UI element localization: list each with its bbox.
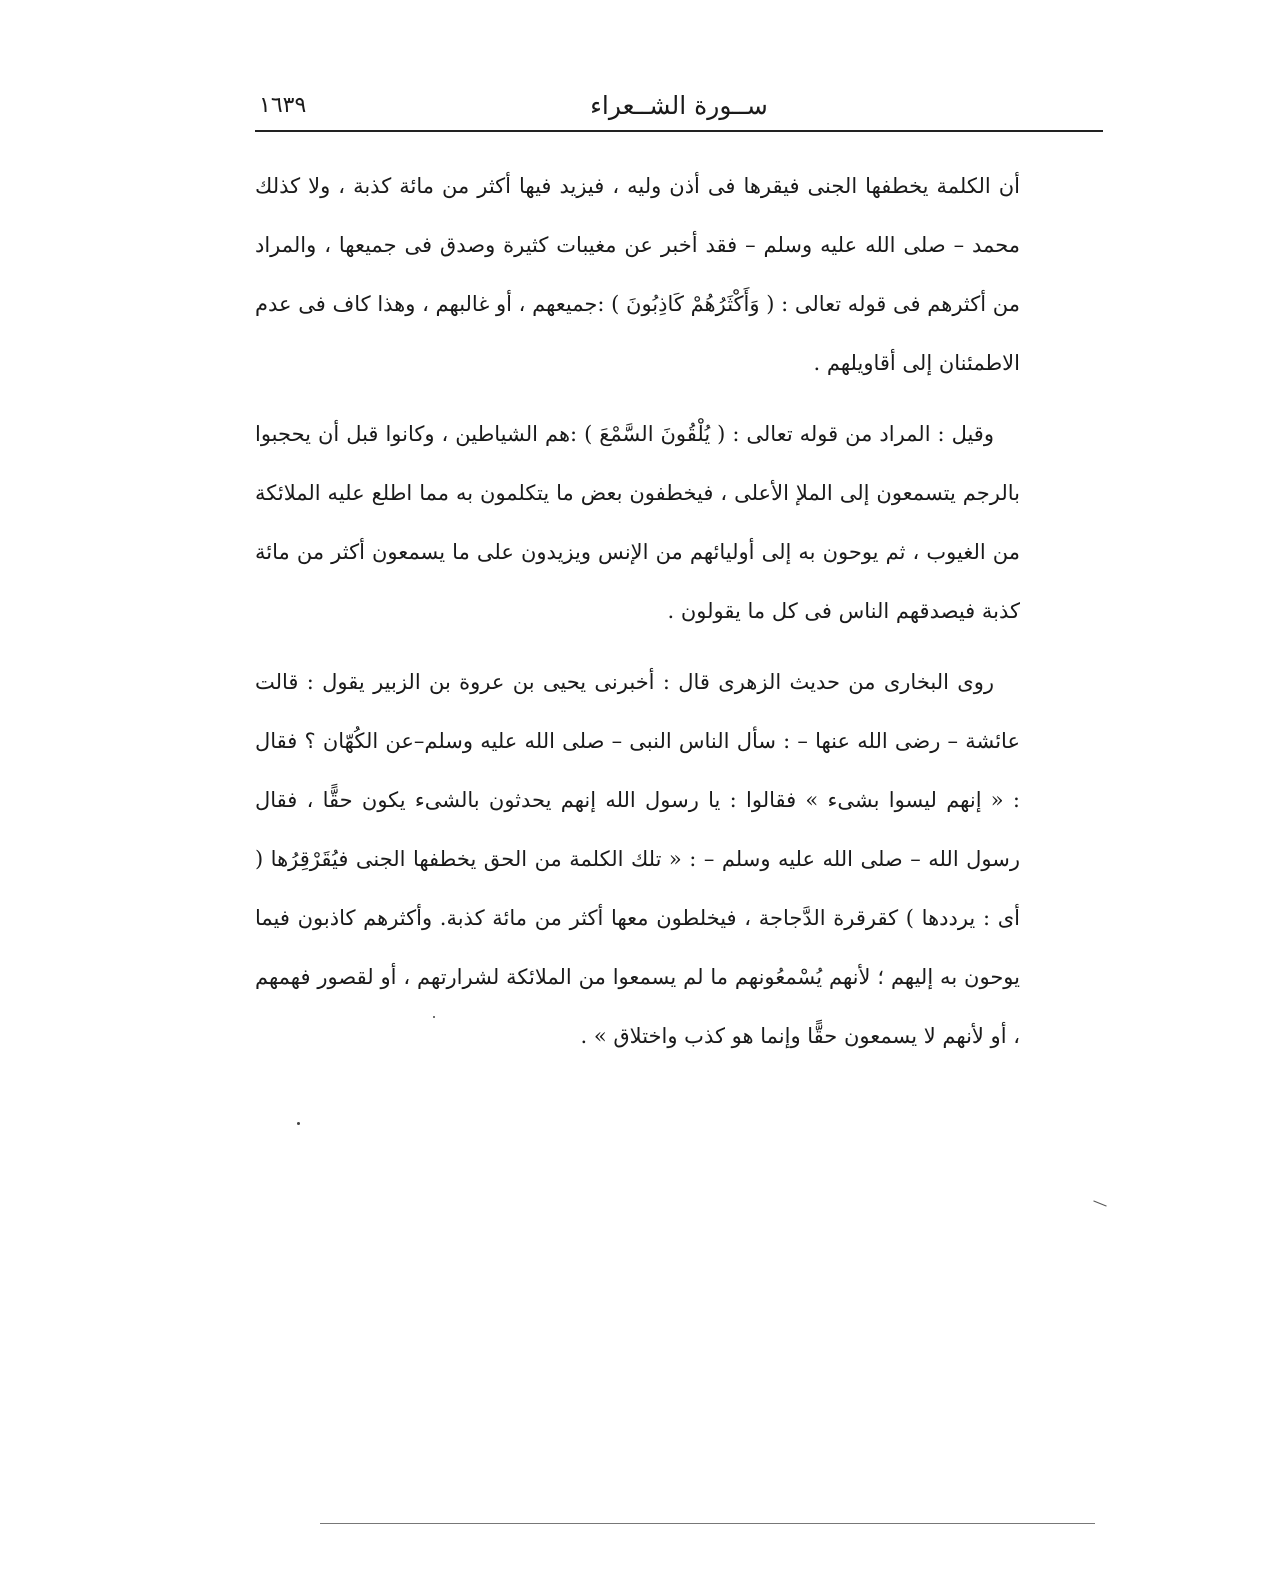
body-text [255, 157, 1020, 1066]
paragraph-3: روى البخارى من حديث الزهرى قال : أخبرنى يحيى بن عروة بن الزبير يقول : قالت عائشة – رضى الله عنها – : سأل الناس النبى – صلى الله عليه وسلم–عن الكُهّان ؟ فقال : « إنهم ليسوا بشىء » فقالوا : يا رسول الله إنهم يحدثون بالشىء يكون حقًّا ، فقال رسول الله – صلى الله عليه وسلم – : « تلك الكلمة من الحق يخطفها الجنى فيُقَرْقِرُها ( أى : يرددها ) كقرقرة الدَّجاجة ، فيخلطون معها أكثر من مائة كذبة. وأكثرهم كاذبون فيما يوحون به إليهم ؛ لأنهم يُسْمعُونهم ما لم يسمعوا من الملائكة لشرارتهم ، أو لقصور فهمهم ، أو لأنهم لا يسمعون حقًّا وإنما هو كذب واختلاق » . [255, 670, 1020, 1048]
running-title: ســورة الشــعراء [590, 91, 768, 120]
scan-mark [1093, 1200, 1106, 1206]
paragraph-2: وقيل : المراد من قوله تعالى : ( يُلْقُونَ السَّمْعَ ) :هم الشياطين ، وكانوا قبل أن يحجبوا بالرجم يتسمعون إلى الملإ الأعلى ، فيخطفون بعض ما يتكلمون به مما اطلع عليه الملائكة من الغيوب ، ثم يوحون به إلى أوليائهم من الإنس ويزيدون على ما يسمعون أكثر من مائة كذبة فيصدقهم الناس فى كل ما يقولون . [255, 422, 1020, 623]
scan-speck [297, 1122, 300, 1125]
paragraph-1: أن الكلمة يخطفها الجنى فيقرها فى أذن وليه ، فيزيد فيها أكثر من مائة كذبة ، ولا كذلك محمد – صلى الله عليه وسلم – فقد أخبر عن مغيبات كثيرة وصدق فى جميعها ، والمراد من أكثرهم فى قوله تعالى : ( وَأَكْثَرُهُمْ كَاذِبُونَ ) :جميعهم ، أو غالبهم ، وهذا كاف فى عدم الاطمئنان إلى أقاويلهم . [255, 174, 1020, 375]
footer-rule [320, 1523, 1095, 1524]
page-number: ١٦٣٩ [259, 93, 307, 118]
page-header [255, 86, 1103, 132]
header-rule [255, 130, 1103, 132]
scan-speck [433, 1016, 435, 1018]
